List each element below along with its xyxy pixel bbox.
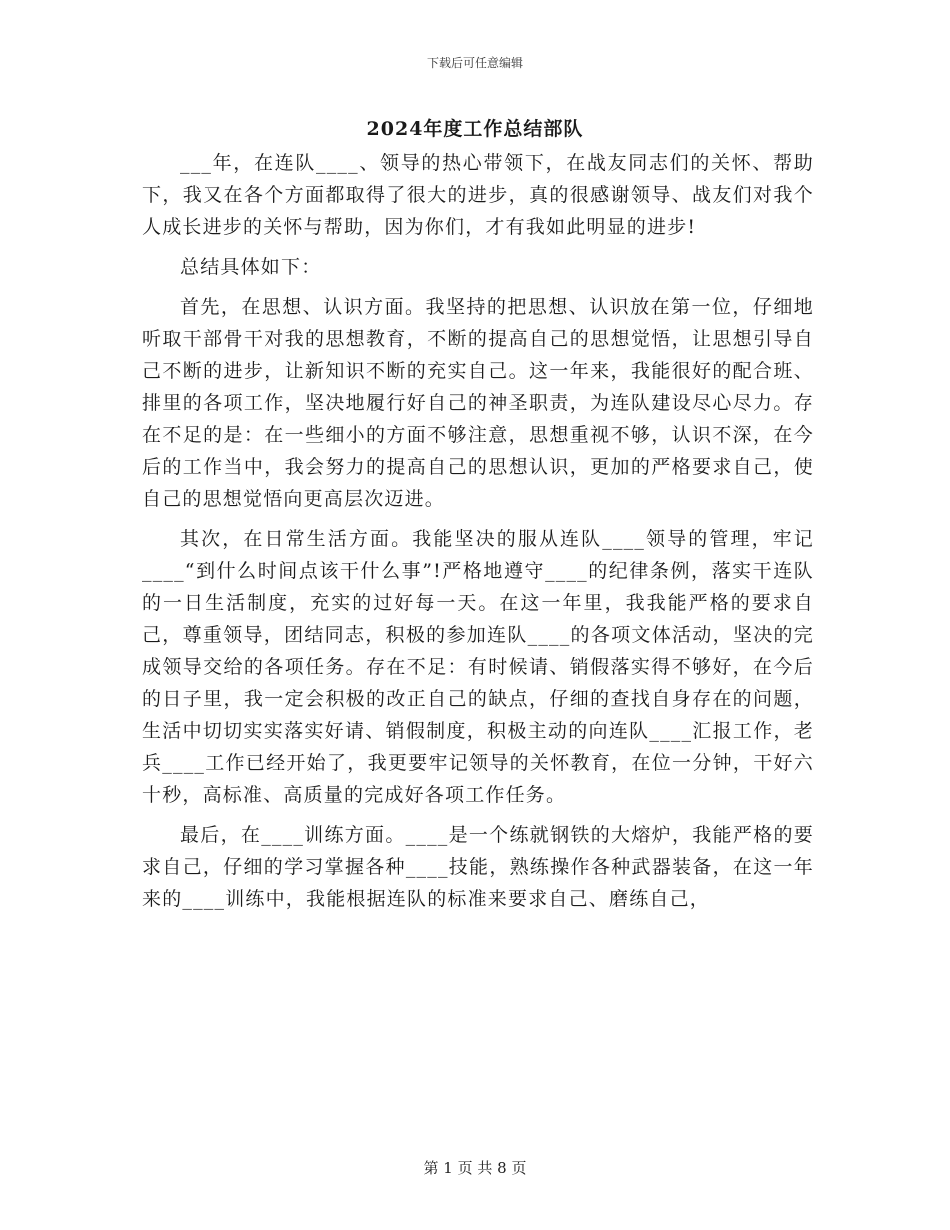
paragraph-intro: ___年，在连队____、领导的热心带领下，在战友同志们的关怀、帮助下，我又在各个方面都取得了很大的进步，真的很感谢领导、战友们对我个人成长进步的关怀与帮助，因为你们，才有我如此明显的进步! xyxy=(142,152,814,238)
paragraph-training: 最后，在____训练方面。____是一个练就钢铁的大熔炉，我能严格的要求自己，仔细的学习掌握各种____技能，熟练操作各种武器装备，在这一年来的____训练中，我能根据连队的标准来要求自己、磨练自己， xyxy=(142,824,814,910)
paragraph-daily-life: 其次，在日常生活方面。我能坚决的服从连队____领导的管理，牢记____“到什么时间点该干什么事”!严格地遵守____的纪律条例，落实干连队的一日生活制度，充实的过好每一天。在这一年里，我我能严格的要求自己，尊重领导，团结同志，积极的参加连队____的各项文体活动，坚决的完成领导交给的各项任务。存在不足：有时候请、销假落实得不够好，在今后的日子里，我一定会积极的改正自己的缺点，仔细的查找自身存在的问题，生活中切切实实落实好请、销假制度，积极主动的向连队____汇报工作，老兵____工作已经开始了，我更要牢记领导的关怀教育，在位一分钟，干好六十秒，高标准、高质量的完成好各项工作任务。 xyxy=(142,528,814,806)
paragraph-summary-heading: 总结具体如下： xyxy=(180,256,322,278)
document-body xyxy=(142,147,814,923)
paragraph-thought: 首先，在思想、认识方面。我坚持的把思想、认识放在第一位，仔细地听取干部骨干对我的思想教育，不断的提高自己的思想觉悟，让思想引导自己不断的进步，让新知识不断的充实自己。这一年来，我能很好的配合班、排里的各项工作，坚决地履行好自己的神圣职责，为连队建设尽心尽力。存在不足的是：在一些细小的方面不够注意，思想重视不够，认识不深，在今后的工作当中，我会努力的提高自己的思想认识，更加的严格要求自己，使自己的思想觉悟向更高层次迈进。 xyxy=(142,296,814,510)
page-number: 第 1 页 共 8 页 xyxy=(423,1159,527,1177)
document-title: 2024年度工作总结部队 xyxy=(366,118,584,140)
header-note: 下载后可任意编辑 xyxy=(426,56,523,70)
